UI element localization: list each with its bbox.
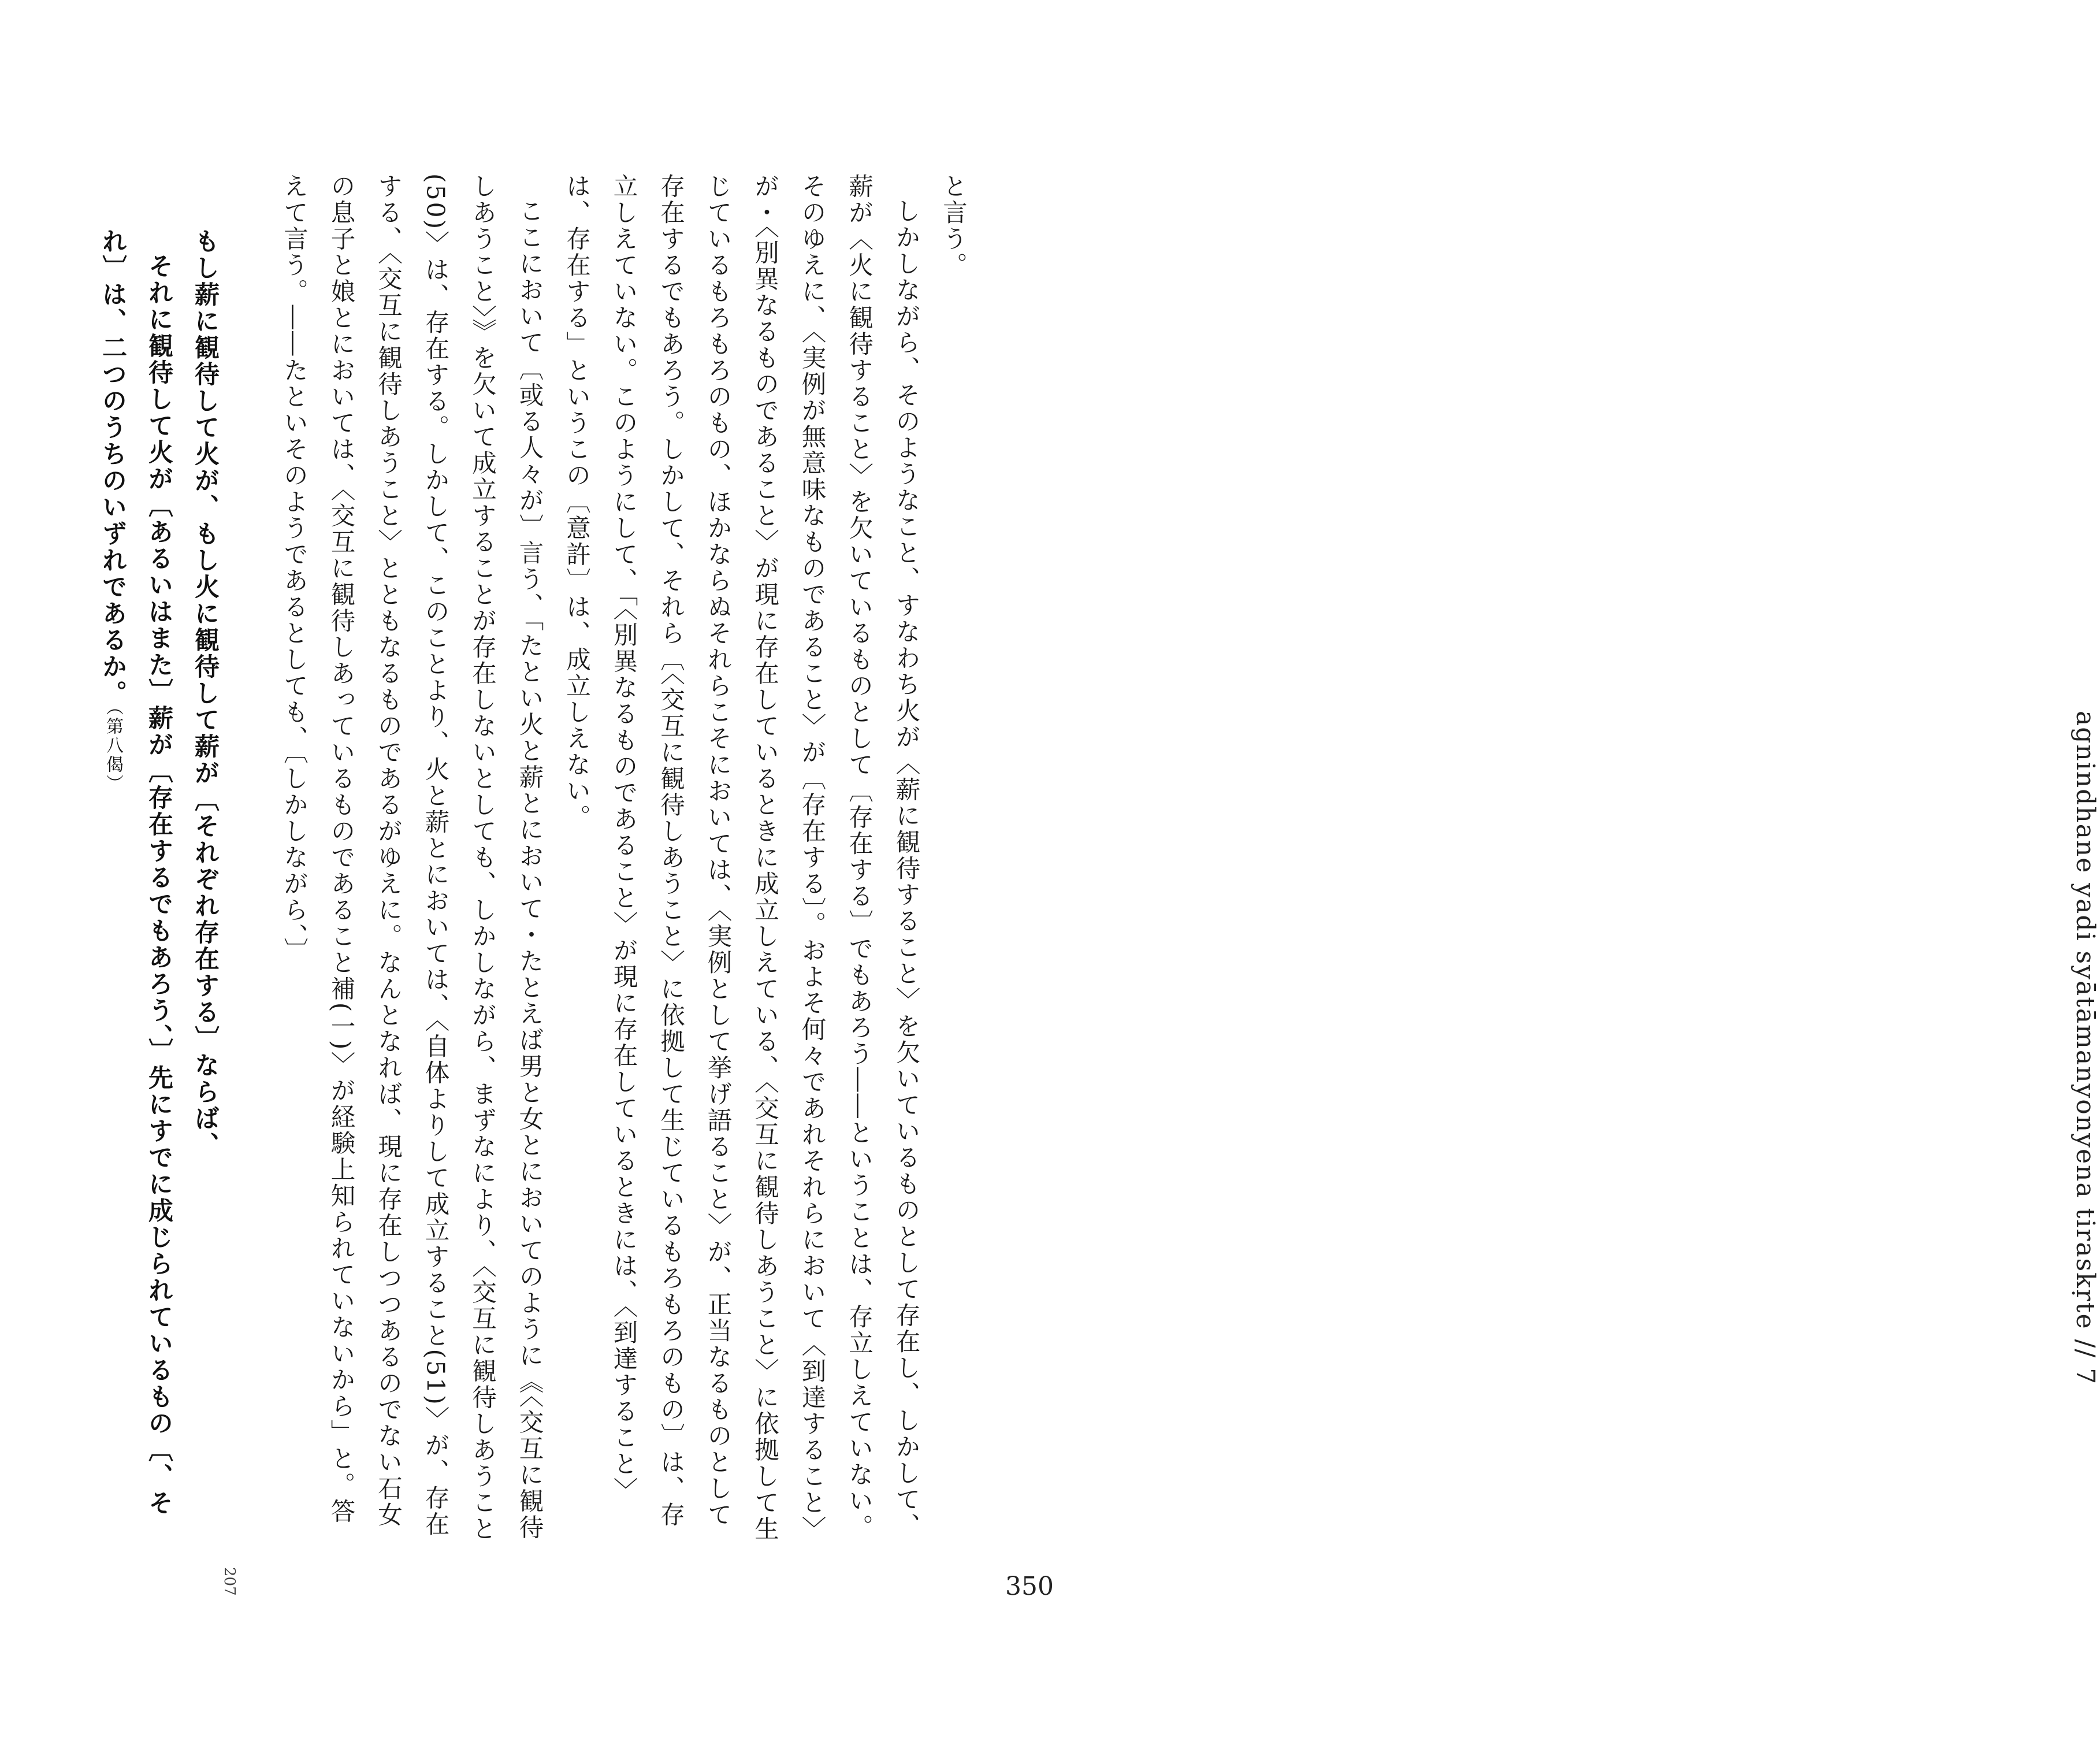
verse-line-1: もし薪に観待して火が、もし火に観待して薪が〔それぞれ存在する〕ならば、 (191, 228, 220, 1159)
page-number: 350 (1005, 1572, 1054, 1601)
verse-line-3-text: れ〕は、二つのうちのいずれであるか。 (98, 228, 127, 707)
running-head-container (1023, 352, 2100, 1386)
verse-line-2: それに観待して火が〔あるいはまた〕薪が〔存在するでもあろう、〕先にすでに成じられているもの〔、そ (144, 253, 173, 1517)
verse-block (90, 228, 228, 1557)
paragraph-1: と言う。 (939, 173, 967, 279)
footer-small-number: 207 (221, 1567, 238, 1596)
running-head: agnindhane yadi syātāmanyonyena tiraskṛte // 7 (2071, 711, 2100, 1386)
main-text-block (270, 173, 977, 1549)
verse-line-3 (90, 228, 136, 1557)
verse-label: （第八偈） (103, 707, 123, 793)
paragraph-2: しかしながら、そのようなこと、すなわち火が〈薪に観待すること〉を欠いているものとして存在し、しかして、薪が〈火に観待すること〉を欠いているものとして〔存在する〕でもあろう――ということは、存立しえていない。そのゆえに、〈実例が無意味なものであること〉が〔存在する〕。およそ何々であれそれらにおいて〈到達すること〉が・〈別異なるものであること〉が現に存在しているときに成立しえている、〈交互に観待しあうこと〉に依拠して生じているもろもろのもの、ほかならぬそれらこそにおいては、〈実例として挙げ語ること〉が、正当なるものとして存在するでもあろう。しかして、それら〔〈交互に観待しあうこと〉に依拠して生じているもろもろのもの〕は、存立しえていない。このようにして、「〈別異なるものであること〉が現に存在しているときには、〈到達すること〉は、存在する」というこの〔意許〕は、成立しえない。 (562, 173, 920, 1542)
paragraph-3: ここにおいて〔或る人々が〕言う、「たとい火と薪とにおいて・たとえば男と女とにおいてのように《〈交互に観待しあうこと〉》を欠いて成立することが存在しないとしても、しかしながら、まずなにより、〈交互に観待しあうこと(50)〉は、存在する。しかして、このことより、火と薪とにおいては、〈自体よりして成立すること(51)〉が、存在する、〈交互に観待しあうこと〉とともなるものであるがゆえに。なんとなれば、現に存在しつつあるのでない石女の息子と娘とにおいては、〈交互に観待しあっているものであること補(一)〉が経験上知られていないから」と。答えて言う。――たといそのようであるとしても、〔しかしながら、〕 (280, 173, 544, 1542)
